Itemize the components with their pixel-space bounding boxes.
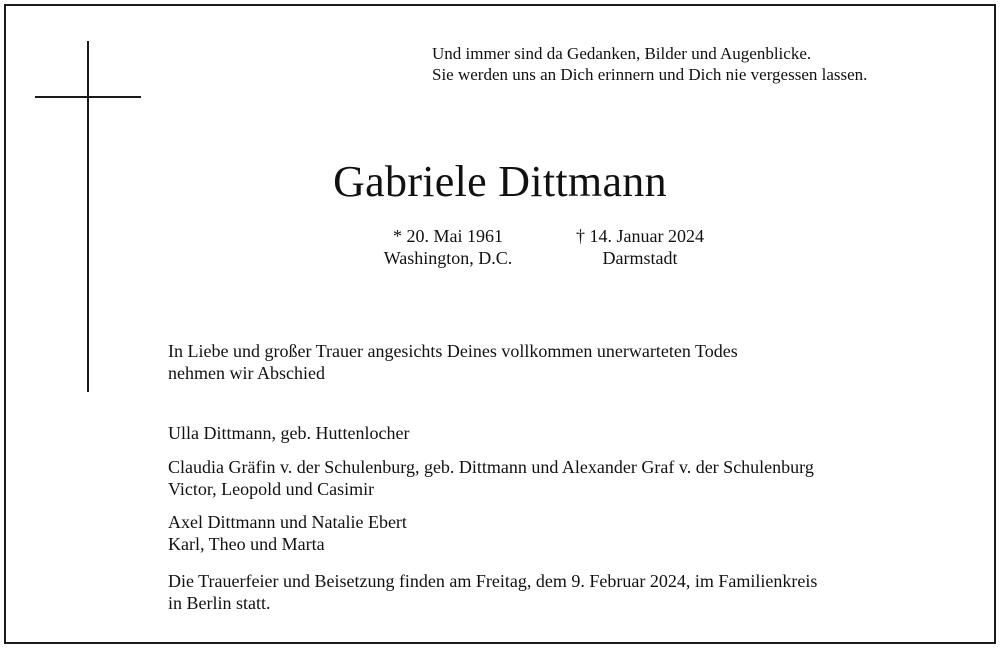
death-date: † 14. Januar 2024: [576, 226, 704, 246]
intro-line-1: In Liebe und großer Trauer angesichts Deines vollkommen unerwarteten Todes: [168, 341, 738, 361]
motto-line-1: Und immer sind da Gedanken, Bilder und Augenblicke.: [432, 44, 812, 63]
mourner-claudia-name: Claudia Gräfin v. der Schulenburg, geb. Dittmann und Alexander Graf v. der Schulenburg: [168, 457, 814, 477]
birth-place: Washington, D.C.: [383, 248, 513, 268]
death-info: [562, 225, 718, 269]
service-line-2: in Berlin statt.: [168, 593, 271, 613]
cross-icon-vertical: [87, 41, 89, 392]
mourner-axel-children: Karl, Theo und Marta: [168, 534, 325, 554]
death-place: Darmstadt: [602, 248, 678, 268]
mourner-claudia-children: Victor, Leopold und Casimir: [168, 479, 375, 499]
motto-line-2: Sie werden uns an Dich erinnern und Dich nie vergessen lassen.: [432, 65, 868, 84]
service-info: [168, 570, 817, 614]
mourner-ulla-name: Ulla Dittmann, geb. Huttenlocher: [168, 423, 410, 443]
birth-date: * 20. Mai 1961: [393, 226, 503, 246]
mourner-axel: [168, 511, 407, 555]
notice-border: [4, 4, 996, 644]
intro-text: [168, 340, 738, 384]
mourner-ulla: [168, 422, 409, 444]
mourner-axel-name: Axel Dittmann und Natalie Ebert: [168, 512, 407, 532]
mourner-claudia: [168, 456, 814, 500]
cross-icon-horizontal: [35, 96, 141, 98]
service-line-1: Die Trauerfeier und Beisetzung finden am Freitag, dem 9. Februar 2024, im Familienkreis: [168, 571, 818, 591]
birth-info: [368, 225, 528, 269]
deceased-name: Gabriele Dittmann: [333, 157, 667, 206]
motto: [432, 43, 867, 85]
intro-line-2: nehmen wir Abschied: [168, 363, 325, 383]
